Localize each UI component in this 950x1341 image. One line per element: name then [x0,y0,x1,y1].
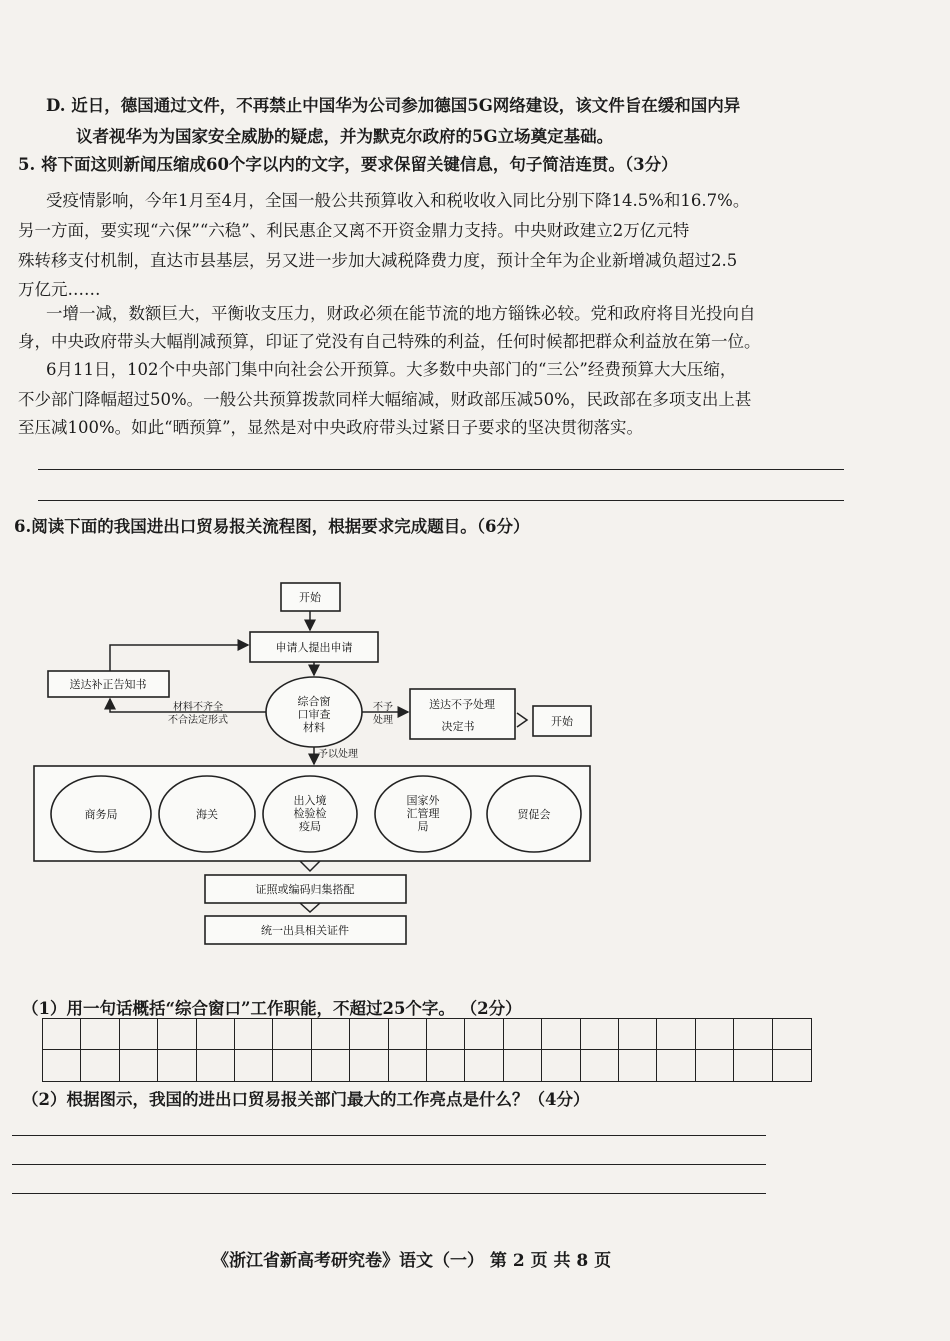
q5-para3-line: 至压减100%。如此“晒预算”，显然是对中央政府带头过紧日子要求的坚决贯彻落实。 [18,418,644,437]
q5-para1-line: 殊转移支付机制，直达市县基层，另又进一步加大减税降费力度，预计全年为企业新增减负超过2.5 [18,251,738,270]
q5-para2-line: 身，中央政府带头大幅削减预算，印证了党没有自己特殊的利益，任何时候都把群众利益放在第一位。 [18,332,761,351]
flow-dept-label: 汇管理 [406,807,440,820]
flow-window-label: 材料 [303,721,325,734]
flow-dept-label: 国家外 [406,794,440,807]
flow-dept-label: 检验检 [293,807,327,820]
flow-dept-label: 出入境 [293,794,327,807]
flow-decision-label: 送达不予处理 [429,698,495,711]
q5-prompt: 5. 将下面这则新闻压缩成60个字以内的文字，要求保留关键信息，句子简洁连贯。（3分） [18,155,678,174]
q5-para1-line: 万亿元…… [18,280,101,299]
answer-line[interactable] [12,1164,766,1165]
flow-dept-label: 商务局 [84,808,118,821]
q4-option-d-line1: D. 近日，德国通过文件，不再禁止中国华为公司参加德国5G网络建设，该文件旨在缓和国内异 [46,96,741,115]
flow-incomplete-label: 材料不齐全 [173,702,223,713]
flow-reject-label: 处理 [373,715,393,726]
flow-decision-label: 决定书 [441,720,475,733]
flow-incomplete-label: 不合法定形式 [168,715,228,726]
answer-line[interactable] [12,1135,766,1136]
page-footer: 《浙江省新高考研究卷》语文（一） 第 2 页 共 8 页 [212,1251,612,1271]
q5-para1-line: 另一方面，要实现“六保”“六稳”、利民惠企又离不开资金鼎力支持。中央财政建立2万亿元特 [18,221,690,240]
customs-flowchart [0,560,950,960]
flow-window-label: 综合窗 [297,695,331,708]
q6-sub2: （2）根据图示，我国的进出口贸易报关部门最大的工作亮点是什么？（4分） [22,1090,590,1109]
flow-start-label: 开始 [299,591,321,604]
flow-apply-label: 申请人提出申请 [275,641,353,654]
flow-dept-label: 海关 [196,808,218,821]
flow-issue-label: 统一出具相关证件 [261,924,349,937]
flow-reject-label: 不予 [373,702,393,713]
flow-window-label: 口审查 [297,708,331,721]
q5-para1-line: 受疫情影响，今年1月至4月，全国一般公共预算收入和税收收入同比分别下降14.5%和16.7%。 [46,191,750,210]
flow-dept-label: 贸促会 [517,808,551,821]
flow-accept-label: 予以处理 [318,749,358,760]
flow-dept-label: 疫局 [299,820,321,833]
answer-line[interactable] [38,469,844,470]
flow-end-start-label: 开始 [551,715,573,728]
q6-prompt: 6.阅读下面的我国进出口贸易报关流程图，根据要求完成题目。（6分） [14,517,530,536]
answer-grid[interactable] [42,1018,812,1082]
answer-line[interactable] [38,500,844,501]
flow-dept-label: 局 [417,820,429,833]
flow-match-label: 证照或编码归集搭配 [255,883,355,896]
q6-sub1: （1）用一句话概括“综合窗口”工作职能，不超过25个字。 （2分） [22,999,522,1018]
flow-notice-label: 送达补正告知书 [69,678,147,691]
q4-option-d-line2: 议者视华为为国家安全威胁的疑虑，并为默克尔政府的5G立场奠定基础。 [76,127,614,146]
q5-para2-line: 一增一减，数额巨大，平衡收支压力，财政必须在能节流的地方锱铢必较。党和政府将目光投向自 [46,304,756,323]
q5-para3-line: 不少部门降幅超过50%。一般公共预算拨款同样大幅缩减，财政部压减50%，民政部在多项支出上甚 [18,390,752,409]
q5-para3-line: 6月11日，102个中央部门集中向社会公开预算。大多数中央部门的“三公”经费预算大大压缩， [46,360,737,379]
answer-line[interactable] [12,1193,766,1194]
